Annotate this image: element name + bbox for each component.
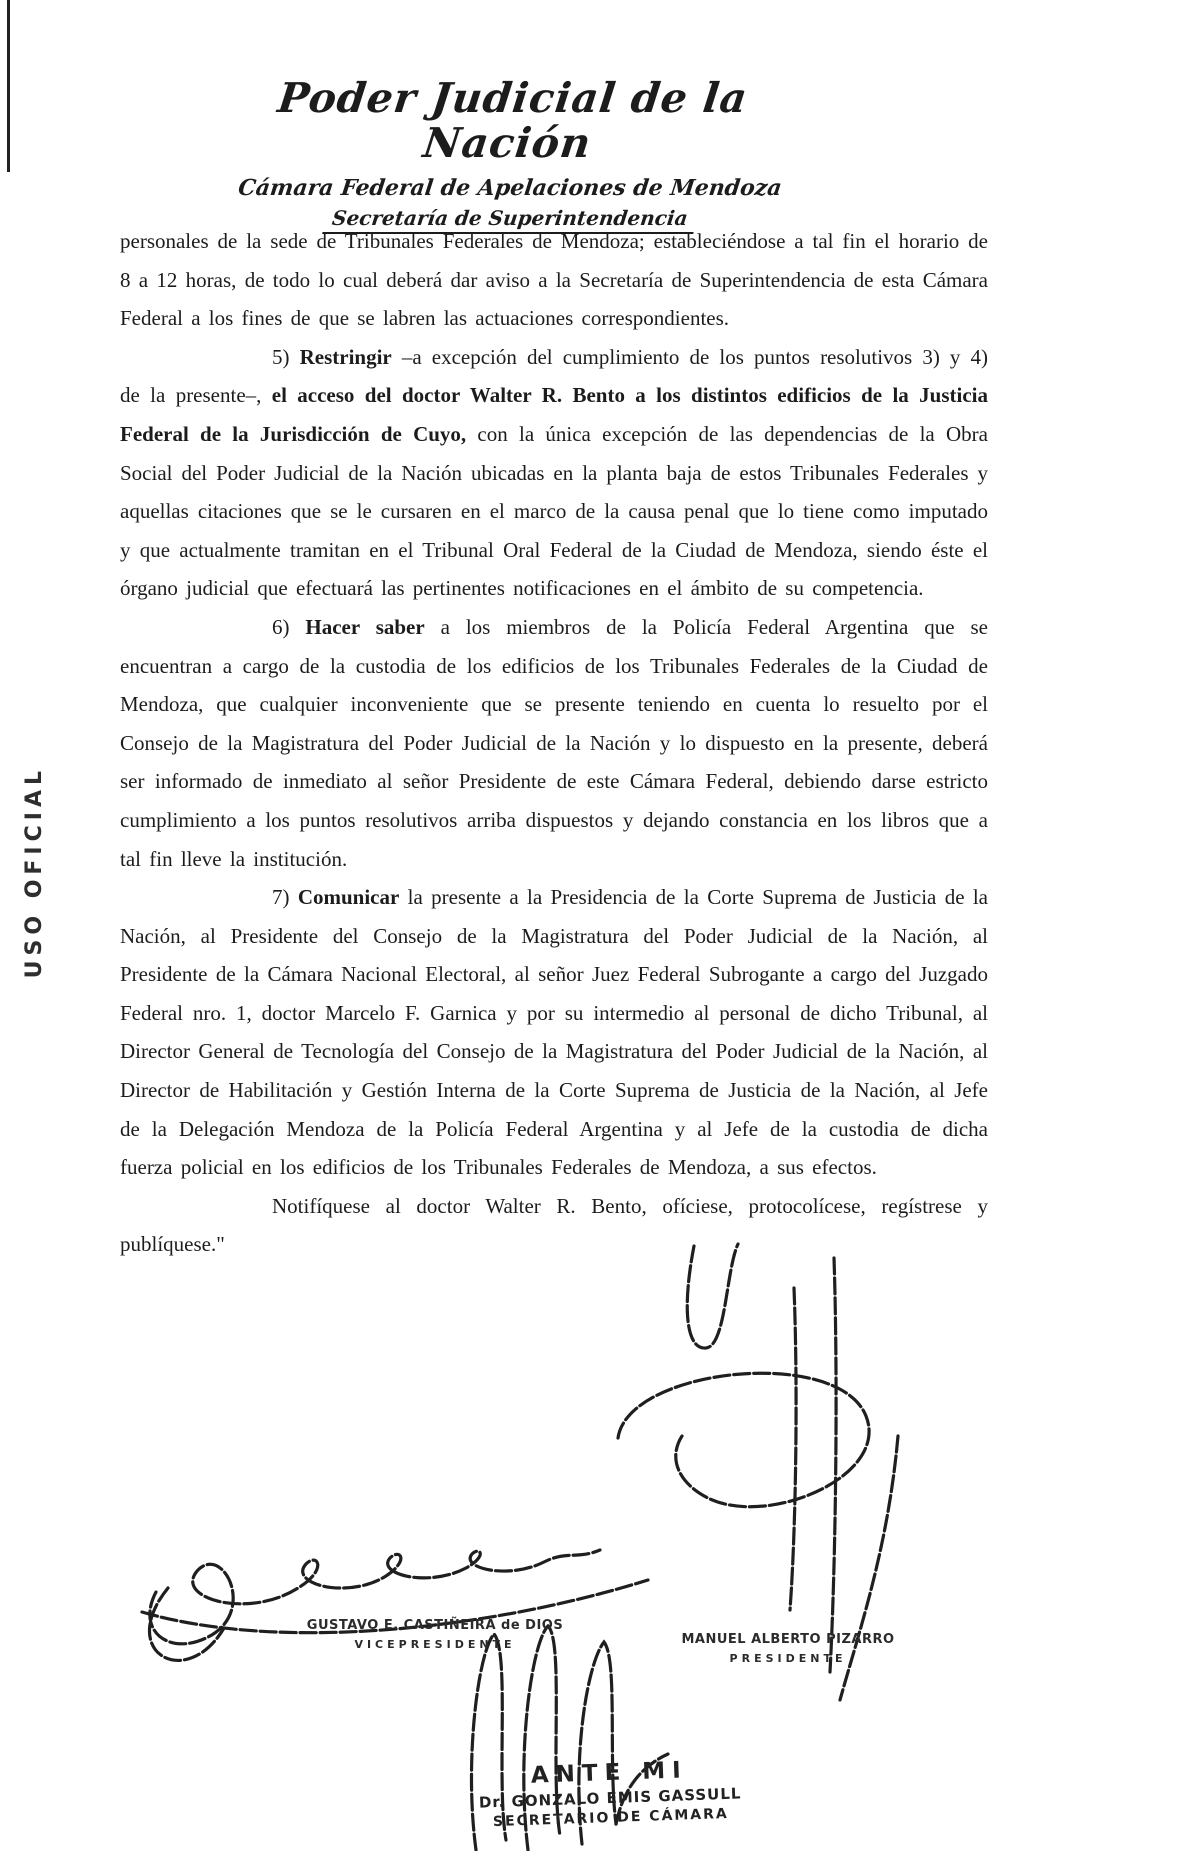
left-signer-block	[295, 1618, 575, 1651]
paragraph-point-5	[120, 338, 988, 608]
paragraph-point-6	[120, 608, 988, 878]
paragraph-continuation	[120, 222, 988, 338]
bold-text-segment: Restringir	[299, 344, 392, 369]
clerk-role: SECRETARIO DE CÁMARA	[492, 1805, 730, 1831]
letterhead-title: Poder Judicial de la Nación	[275, 74, 751, 168]
left-signer-name: GUSTAVO E. CASTIÑEIRA de DIOS	[306, 1618, 564, 1633]
bold-text-segment: el acceso del doctor Walter R. Bento a los distintos edificios de la Justicia Federal de la Jurisdicción de Cuyo,	[120, 383, 988, 446]
text-segment: 5)	[272, 344, 300, 369]
clerk-name: Dr. GONZALO EMIS GASSULL	[478, 1784, 742, 1812]
right-signer-role: PRESIDENTE	[729, 1652, 847, 1665]
scan-edge-artifact	[7, 0, 10, 172]
text-segment: la presente a la Presidencia de la Corte Suprema de Justicia de la Nación, al Presidente del Consejo de la Magistratura del Poder Judicial de la Nación, al Presidente de la Cámara Nacional Electoral, al señor Juez Federal Subrogante a cargo del Juzgado Federal nro. 1, doctor Marcelo F. Garnica y por su intermedio al personal de dicho Tribunal, al Director General de Tecnología del Consejo de la Magistratura del Poder Judicial de la Nación, al Director de Habilitación y Gestión Interna de la Corte Suprema de Justicia de la Nación, al Jefe de la Delegación Mendoza de la Policía Federal Argentina y al Jefe de la custodia de dicha fuerza policial en los edificios de los Tribunales Federales de Mendoza, a sus efectos.	[120, 885, 988, 1180]
right-signer-name: MANUEL ALBERTO PIZARRO	[681, 1632, 895, 1647]
ante-mi-label: ANTE MI	[530, 1757, 689, 1789]
letterhead-subtitle-secretariat: Secretaría de Superintendencia	[323, 206, 698, 234]
official-use-vertical-label: USO OFICIAL	[22, 766, 47, 979]
text-segment: 6)	[272, 614, 306, 639]
bold-text-segment: Hacer saber	[305, 614, 425, 639]
resolution-body	[120, 222, 988, 1264]
paragraph-point-7	[120, 878, 988, 1187]
text-segment: Notifíquese al doctor Walter R. Bento, ofíciese, protocolícese, regístrese y publíquese."	[120, 1193, 988, 1257]
letterhead-subtitle-court: Cámara Federal de Apelaciones de Mendoza	[236, 175, 784, 202]
clerk-stamp	[454, 1755, 766, 1832]
letterhead	[205, 76, 815, 234]
text-segment: a los miembros de la Policía Federal Argentina que se encuentran a cargo de la custodia de los edificios de los Tribunales Federales de la Ciudad de Mendoza, que cualquier inconveniente que se presente teniendo en cuenta lo resuelto por el Consejo de la Magistratura del Poder Judicial de la Nación y lo dispuesto en la presente, deberá ser informado de inmediato al señor Presidente de este Cámara Federal, debiendo darse estricto cumplimiento a los puntos resolutivos arriba dispuestos y dejando constancia en los libros que a tal fin lleve la institución.	[120, 614, 988, 871]
text-segment: personales de la sede de Tribunales Federales de Mendoza; estableciéndose a tal fin el horario de 8 a 12 horas, de todo lo cual deberá dar aviso a la Secretaría de Superintendencia de esta Cámara Federal a los fines de que se labren las actuaciones correspondientes.	[120, 229, 988, 331]
text-segment: –a excepción del cumplimiento de los puntos resolutivos 3) y 4) de la presente–,	[120, 344, 988, 408]
text-segment: con la única excepción de las dependencias de la Obra Social del Poder Judicial de la Nación ubicadas en la planta baja de estos Tribunales Federales y aquellas citaciones que se le cursaren en el marco de la causa penal que lo tiene como imputado y que actualmente tramitan en el Tribunal Oral Federal de la Ciudad de Mendoza, siendo éste el órgano judicial que efectuará las pertinentes notificaciones en el ámbito de su competencia.	[120, 421, 988, 601]
right-signer-block	[648, 1632, 928, 1665]
text-segment: 7)	[272, 885, 298, 910]
left-signer-role: VICEPRESIDENTE	[354, 1638, 516, 1651]
bold-text-segment: Comunicar	[297, 885, 400, 910]
